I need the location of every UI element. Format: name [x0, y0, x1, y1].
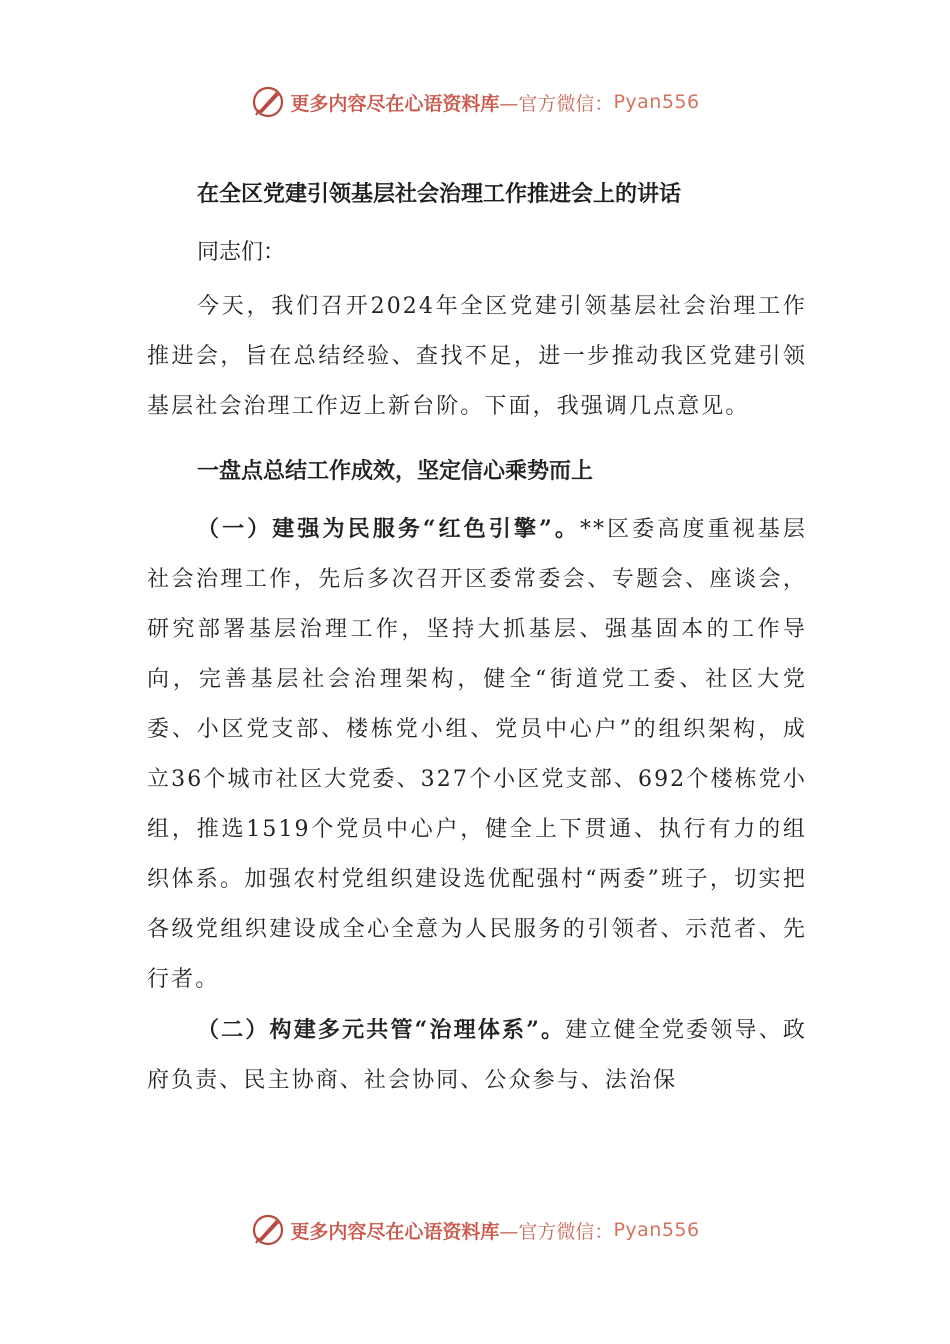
watermark-text-1: 更多内容尽在心语资料库 [290, 92, 500, 115]
item-1-lead: （一）建强为民服务“红色引擎”。 [197, 516, 580, 542]
section-heading-1: 一盘点总结工作成效，坚定信心乘势而上 [197, 458, 594, 484]
item-1-text: **区委高度重视基层社会治理工作，先后多次召开区委常委会、专题会、座谈会，研究部署基层治理工作，坚持大抓基层、强基固本的工作导向，完善基层社会治理架构，健全“街道党工委、社区大党委、小区党支部、楼栋党小组、党员中心户”的组织架构，成立36个城市社区大党委、327个小区党支部、692个楼栋党小组，推选1519个党员中心户，健全上下贯通、执行有力的组织体系。加强农村党组织建设选优配强村“两委”班子，切实把各级党组织建设成全心全意为人民服务的引领者、示范者、先行者。 [147, 517, 807, 992]
watermark-wechat-id: Pyan556 [613, 1219, 700, 1241]
quill-pen-circle-icon [250, 84, 286, 120]
watermark-text-2: —官方微信： [499, 92, 614, 115]
watermark-wechat-id: Pyan556 [613, 91, 700, 113]
item-2-text: 建立健全党委领导、政府负责、民主协商、社会协同、公众参与、法治保 [147, 1018, 807, 1093]
intro-paragraph: 今天，我们召开2024年全区党建引领基层社会治理工作推进会，旨在总结经验、查找不足，进一步推动我区党建引领基层社会治理工作迈上新台阶。下面，我强调几点意见。 [147, 294, 807, 419]
watermark-text-1: 更多内容尽在心语资料库 [290, 1220, 500, 1243]
quill-pen-circle-icon [250, 1212, 286, 1248]
greeting: 同志们： [197, 240, 286, 265]
watermark-banner-bottom [0, 1210, 950, 1250]
document-title: 在全区党建引领基层社会治理工作推进会上的讲话 [197, 181, 682, 207]
document-page [147, 168, 807, 1106]
item-1-paragraph [147, 504, 807, 1005]
watermark-text-2: —官方微信： [499, 1220, 614, 1243]
item-2-paragraph [147, 1005, 807, 1106]
item-2-lead: （二）构建多元共管“治理体系”。 [197, 1017, 566, 1043]
watermark-banner-top [0, 82, 950, 122]
